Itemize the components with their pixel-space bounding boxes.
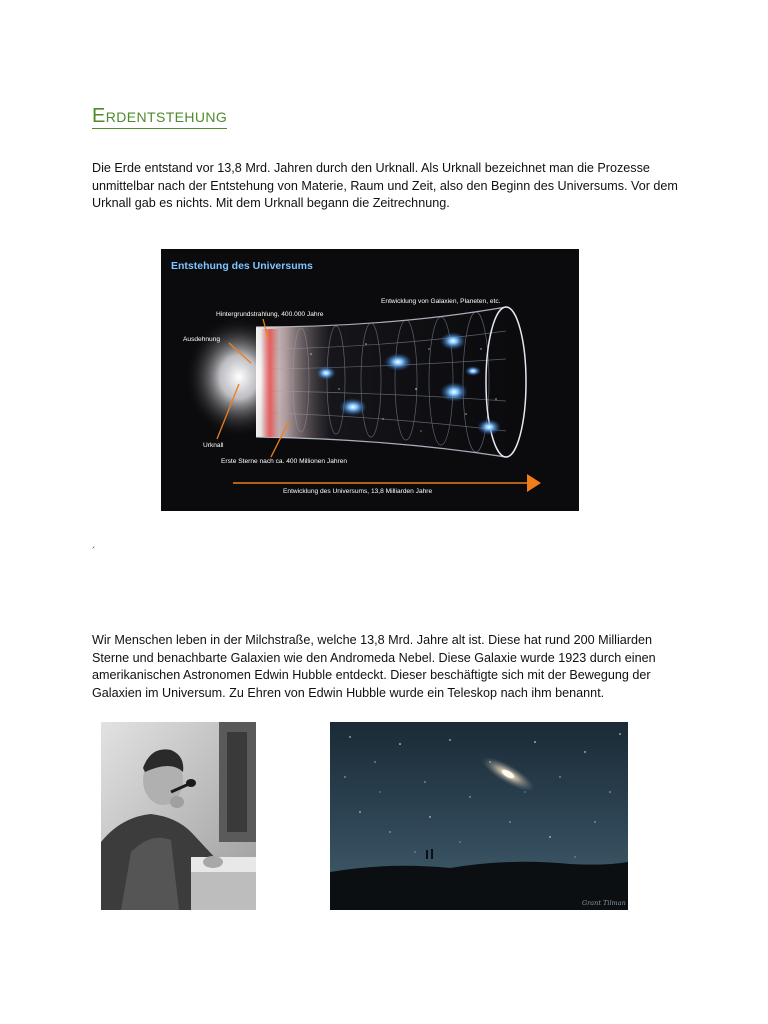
- label-expansion: Ausdehnung: [183, 336, 221, 343]
- label-timeline: Entwicklung des Universums, 13,8 Milliarden Jahre: [283, 488, 433, 495]
- page-title: Erdentstehung: [92, 105, 228, 127]
- label-first-stars: Erste Sterne nach ca. 400 Millionen Jahren: [221, 458, 348, 465]
- photographer-signature: Grant Tilman: [582, 899, 626, 907]
- diagram-title: Entstehung des Universums: [171, 260, 313, 272]
- andromeda-night-sky-photo: [330, 722, 628, 910]
- label-background-radiation: Hintergrundstrahlung, 400.000 Jahre: [216, 311, 324, 318]
- edwin-hubble-photo: [101, 722, 256, 910]
- stray-mark: ´: [92, 546, 96, 558]
- milky-way-paragraph: Wir Menschen leben in der Milchstraße, welche 13,8 Mrd. Jahre alt ist. Diese hat rund 200 Milliarden Sterne und benachbarte Galaxien wie den Andromeda Nebel. Diese Galaxie wurde 1923 durch einen amerikanischen Astronomen Edwin Hubble entdeckt. Dieser beschäftigte sich mit der Bewegung der Galaxien im Universum. Zu Ehren von Edwin Hubble wurde ein Teleskop nach ihm benannt.: [92, 633, 656, 701]
- label-big-bang: Urknall: [203, 442, 224, 449]
- universe-diagram-svg: [161, 249, 579, 511]
- andromeda-night-sky-svg: [330, 722, 628, 910]
- label-galaxies: Entwicklung von Galaxien, Planeten, etc.: [381, 298, 501, 305]
- intro-paragraph: Die Erde entstand vor 13,8 Mrd. Jahren durch den Urknall. Als Urknall bezeichnet man die Prozesse unmittelbar nach der Entstehung von Materie, Raum und Zeit, also den Beginn des Universums. Vor dem Urknall gab es nichts. Mit dem Urknall begann die Zeitrechnung.: [92, 161, 678, 211]
- edwin-hubble-photo-svg: [101, 722, 256, 910]
- universe-diagram-image: [161, 249, 579, 511]
